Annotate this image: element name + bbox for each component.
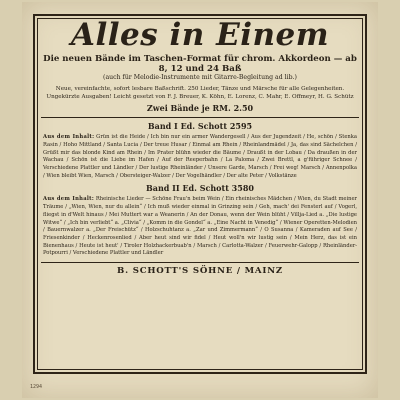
band1-lead: Aus dem Inhalt: — [43, 134, 95, 141]
page-title: Alles in Einem — [70, 17, 330, 53]
page-content — [41, 18, 359, 276]
band1-text: Grün ist die Heide / Ich bin nur ein armer Wandergesell / Aus der Jugendzeit / He, schön / Stenka Rasin / Hoho Mittland / Santa Lucia / Der treue Husar / Einmal am Rhein / Rheinlandmädel / Ja, das sind Sächelchen / Grüßt mir das blonde Kind am Rhein / Im Prater blühn wieder die Bäume / Draußt in der Lobau / Da draußen in der Wachau / Schön ist die Liebe im Hafen / Auf der Reeperbahn / La Paloma / Zwei Brettl, a g'führiger Schnee / Verschiedene Plattler und Ländler / Der lustige Rheinländer / Unsere Garde, Marsch / Frei weg! Marsch / Annenpolka / Wien bleibt Wien, Marsch / Obersteiger-Walzer / Der Vogelhändler / Der alte Peter / Volkstänze — [43, 134, 358, 179]
info-text: Neue, vereinfachte, sofort lesbare Baßschrift. 250 Lieder, Tänze und Märsche für alle Gelegenheiten. Ungekürzte Ausgaben! Leicht gesetzt von F. J. Breuer, K. Köhn, E. Lorenz, C. Mahr, E. Offmeyr, H. G. Schütz — [46, 86, 354, 100]
subtitle: Die neuen Bände im Taschen-Format für chrom. Akkordeon — ab 8, 12 und 24 Baß — [43, 54, 357, 74]
divider — [41, 117, 359, 118]
band2-heading: Band II Ed. Schott 3580 — [146, 183, 254, 194]
band2-lead: Aus dem Inhalt: — [43, 196, 95, 203]
price-line: Zwei Bände je RM. 2.50 — [146, 103, 254, 114]
publisher-line: B. SCHOTT'S SÖHNE / MAINZ — [117, 266, 283, 277]
divider-bottom — [41, 262, 359, 263]
page-code: 1294 — [30, 384, 43, 390]
band1-contents — [41, 134, 359, 180]
subtitle-note: (auch für Melodie-Instrumente mit Gitarre-Begleitung ad lib.) — [103, 74, 297, 81]
band2-text: Rheinische Lieder — Schöne Frau'n beim Wein / Ein rheinisches Mädchen / Wien, du Stadt meiner Träume / „Wien, Wien, nur du allein“ / Ich muß wieder einmal in Grinzing sein / Geh, mach' dei Fensterl auf / Vogerl, fliegst in d'Welt hinaus / Mei Muttert war a Weanerin / An der Donau, wenn der Wein blüht / Villja-Lied a. „Die lustige Witwe“ / „Ich bin verliebt“ a. „Clivia“ / „Komm in die Gondel“ a. „Eine Nacht in Venedig“ / Wiener Operetten-Melodien / Bauernwalzer a. „Der Freischütz“ / Holzschuhtanz a. „Zar und Zimmermann“ / O Susanna / Kameraden auf See / Friesenkinder / Heckenrosenlied / Aber heut sind wir fidel / Heut woll'n wir lustig sein / Mein Herz, das ist ein Bienenhaus / Heute ist heut' / Tiroler Holzhackerbuab'n / Marsch / Carlotta-Walzer / Feuerwehr-Galopp / Rheinländer-Potpourri / Verschiedene Plattler und Ländler — [43, 196, 358, 257]
band1-heading: Band I Ed. Schott 2595 — [147, 121, 253, 132]
band2-contents — [41, 196, 359, 258]
